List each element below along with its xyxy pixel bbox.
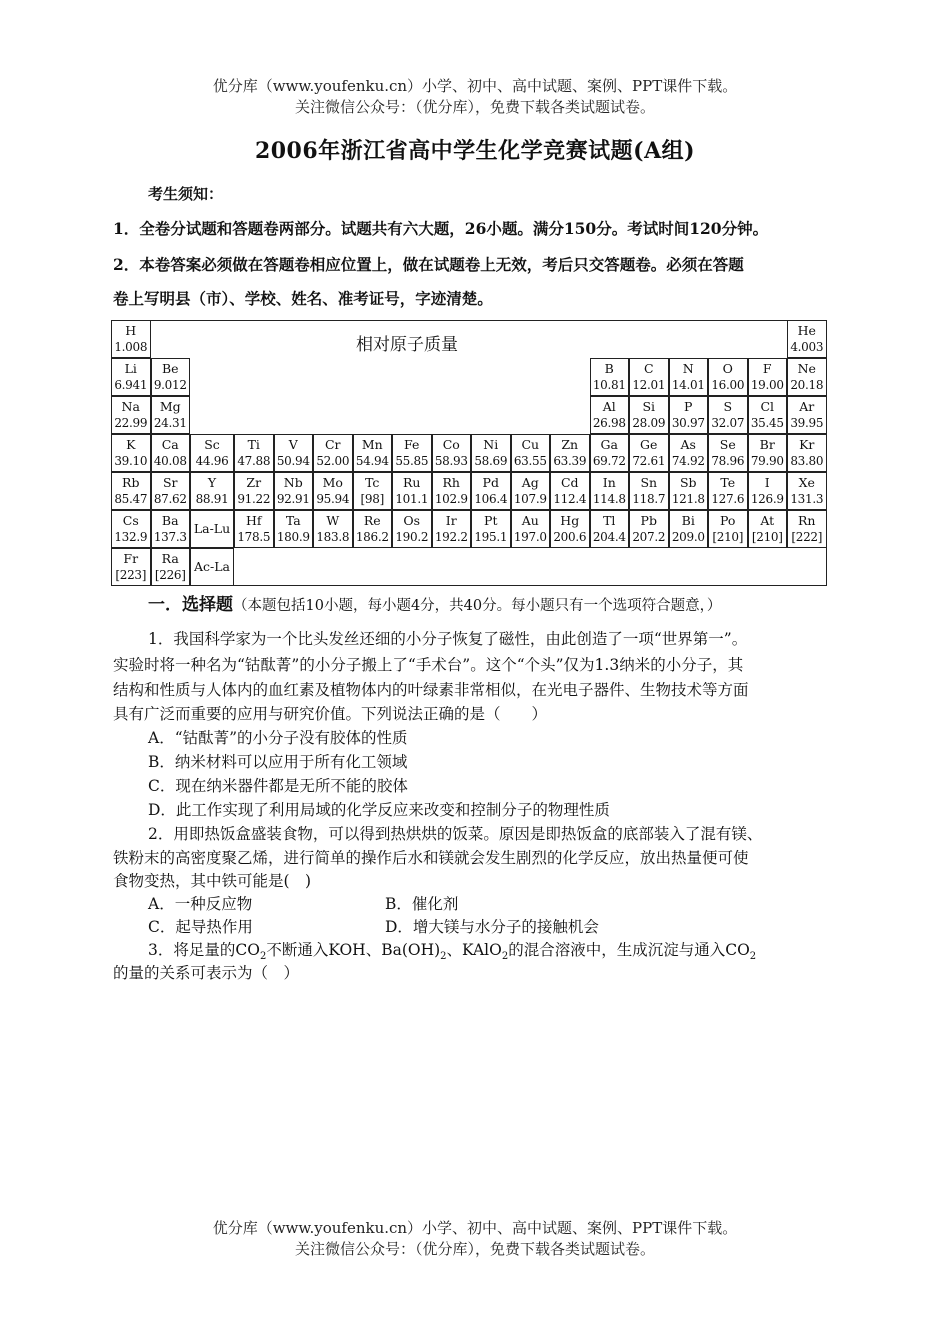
element-cell-bi <box>669 510 709 548</box>
element-mass: 72.61 <box>632 454 666 468</box>
element-cell-re <box>353 510 393 548</box>
element-mass: 126.9 <box>750 492 784 506</box>
element-cell-p <box>669 396 709 434</box>
element-mass: 39.10 <box>114 454 148 468</box>
element-symbol: F <box>762 361 772 376</box>
element-mass: 24.31 <box>153 416 187 430</box>
footer-line-2: 关注微信公众号：（优分库），免费下载各类试题试卷。 <box>294 1240 655 1258</box>
element-symbol: Bi <box>681 513 695 528</box>
element-symbol: Tl <box>603 513 616 528</box>
element-cell-cl <box>748 396 788 434</box>
element-mass: 63.55 <box>513 454 547 468</box>
element-cell-k <box>111 434 151 472</box>
element-symbol: Sb <box>679 475 697 490</box>
element-symbol: Zr <box>246 475 262 490</box>
element-symbol: Ru <box>403 475 421 490</box>
element-symbol: Mo <box>322 475 343 490</box>
element-symbol: Ni <box>483 437 499 452</box>
element-mass: 22.99 <box>114 416 148 430</box>
q1-option-b: B．纳米材料可以应用于所有化工领域 <box>148 753 408 771</box>
q2-option-d: D．增大镁与水分子的接触机会 <box>385 918 599 936</box>
element-cell-i <box>748 472 788 510</box>
q2-option-b: B．催化剂 <box>385 895 459 913</box>
notice-heading: 考生须知： <box>148 185 224 203</box>
periodic-table-title: 相对原子质量 <box>356 335 458 355</box>
element-mass: 63.39 <box>553 454 587 468</box>
element-symbol: Be <box>161 361 179 376</box>
element-mass: 101.1 <box>395 492 429 506</box>
q3-text-d: 的混合溶液中，生成沉淀与通入CO <box>508 941 750 959</box>
periodic-table <box>111 320 827 586</box>
element-symbol: Ne <box>797 361 816 376</box>
element-cell-rh <box>432 472 472 510</box>
actinide-cell: Ac-La <box>190 548 234 586</box>
element-symbol: K <box>126 437 136 452</box>
element-cell-ti <box>234 434 274 472</box>
element-cell-c <box>629 358 669 396</box>
element-symbol: Sr <box>162 475 178 490</box>
q3-sub-3: 2 <box>501 951 509 963</box>
element-cell-f <box>748 358 788 396</box>
element-cell-fe <box>392 434 432 472</box>
element-mass: 186.2 <box>355 530 389 544</box>
element-cell-kr <box>787 434 827 472</box>
element-cell-zn <box>550 434 590 472</box>
element-symbol: Br <box>759 437 775 452</box>
q3-text-a: 3．将足量的CO <box>148 941 260 959</box>
element-symbol: Ta <box>285 513 301 528</box>
element-symbol: In <box>602 475 616 490</box>
q1-line-4: 具有广泛而重要的应用与研究价值。下列说法正确的是（ ） <box>113 705 548 723</box>
element-symbol: Pb <box>640 513 657 528</box>
element-mass: [210] <box>712 530 744 544</box>
element-cell-tl <box>590 510 630 548</box>
element-symbol: As <box>680 437 696 452</box>
element-mass: 4.003 <box>790 340 824 354</box>
element-cell-o <box>708 358 748 396</box>
element-symbol: Rh <box>442 475 460 490</box>
q1-option-d: D．此工作实现了利用局域的化学反应来改变和控制分子的物理性质 <box>148 801 610 819</box>
element-symbol: Na <box>121 399 140 414</box>
element-cell-sr <box>151 472 191 510</box>
element-symbol: Ir <box>445 513 457 528</box>
element-cell-nb <box>274 472 314 510</box>
element-symbol: Mn <box>361 437 383 452</box>
element-mass: 19.00 <box>750 378 784 392</box>
element-symbol: Ge <box>640 437 658 452</box>
element-symbol: Cs <box>122 513 139 528</box>
element-mass: 40.08 <box>153 454 187 468</box>
element-cell-mo <box>313 472 353 510</box>
element-cell-al <box>590 396 630 434</box>
element-symbol: B <box>604 361 614 376</box>
element-symbol: Y <box>207 475 217 490</box>
element-symbol: Ti <box>247 437 260 452</box>
element-cell-he <box>787 320 827 358</box>
element-cell-at <box>748 510 788 548</box>
element-mass: 204.4 <box>592 530 626 544</box>
element-symbol: Fe <box>404 437 420 452</box>
element-cell-n <box>669 358 709 396</box>
footer-line-1: 优分库（www.youfenku.cn）小学、初中、高中试题、案例、PPT课件下载。 <box>212 1219 738 1237</box>
element-cell-ca <box>151 434 191 472</box>
element-cell-co <box>432 434 472 472</box>
element-cell-ra <box>151 548 191 586</box>
section-1-description: （本题包括10小题，每小题4分，共40分。每小题只有一个选项符合题意，） <box>233 598 722 614</box>
element-mass: 44.96 <box>195 454 229 468</box>
element-symbol: Si <box>642 399 656 414</box>
element-cell-hg <box>550 510 590 548</box>
q3-line-1 <box>148 939 756 961</box>
element-symbol: At <box>760 513 775 528</box>
element-symbol: Se <box>719 437 736 452</box>
element-mass: 55.85 <box>395 454 429 468</box>
element-mass: [222] <box>791 530 823 544</box>
element-cell-ne <box>787 358 827 396</box>
element-cell-rb <box>111 472 151 510</box>
element-cell-y <box>190 472 234 510</box>
element-cell-ru <box>392 472 432 510</box>
element-mass: 183.8 <box>316 530 350 544</box>
element-cell-s <box>708 396 748 434</box>
element-mass: 180.9 <box>276 530 310 544</box>
element-mass: 87.62 <box>153 492 187 506</box>
element-symbol: Li <box>124 361 137 376</box>
element-symbol: C <box>643 361 654 376</box>
element-symbol: Rn <box>798 513 816 528</box>
element-mass: 207.2 <box>632 530 666 544</box>
element-cell-zr <box>234 472 274 510</box>
element-symbol: Ga <box>600 437 618 452</box>
element-mass: 195.1 <box>474 530 508 544</box>
q1-line-3: 结构和性质与人体内的血红素及植物体内的叶绿素非常相似，在光电子器件、生物技术等方面 <box>113 681 749 699</box>
element-symbol: Pd <box>482 475 499 490</box>
element-mass: 26.98 <box>592 416 626 430</box>
element-mass: 197.0 <box>513 530 547 544</box>
q1-option-c: C．现在纳米器件都是无所不能的胶体 <box>148 777 408 795</box>
q2-line-1: 2．用即热饭盒盛装食物，可以得到热烘烘的饭菜。原因是即热饭盒的底部装入了混有镁、 <box>148 825 763 843</box>
element-cell-br <box>748 434 788 472</box>
element-cell-in <box>590 472 630 510</box>
element-cell-li <box>111 358 151 396</box>
element-mass: 114.8 <box>592 492 626 506</box>
element-symbol: O <box>722 361 733 376</box>
element-cell-te <box>708 472 748 510</box>
element-cell-ni <box>471 434 511 472</box>
element-symbol: S <box>723 399 733 414</box>
element-symbol: Ag <box>521 475 539 490</box>
element-mass: 106.4 <box>474 492 508 506</box>
element-symbol: Hg <box>560 513 580 528</box>
q3-sub-1: 2 <box>259 951 267 963</box>
element-symbol: W <box>326 513 340 528</box>
element-mass: 74.92 <box>671 454 705 468</box>
element-symbol: Po <box>720 513 736 528</box>
q1-line-2: 实验时将一种名为“钴酞菁”的小分子搬上了“手术台”。这个“个头”仅为1.3纳米的小分子，其 <box>113 656 744 674</box>
element-cell-ir <box>432 510 472 548</box>
section-1-title: 一．选择题 <box>148 595 233 615</box>
element-mass: 88.91 <box>195 492 229 506</box>
element-mass: 47.88 <box>237 454 271 468</box>
element-cell-hf <box>234 510 274 548</box>
element-mass: 209.0 <box>671 530 705 544</box>
element-symbol: Te <box>720 475 736 490</box>
element-mass: 54.94 <box>355 454 389 468</box>
element-symbol: Cl <box>760 399 775 414</box>
element-mass: 121.8 <box>671 492 705 506</box>
element-cell-pb <box>629 510 669 548</box>
element-mass: 16.00 <box>711 378 745 392</box>
element-symbol: Co <box>442 437 460 452</box>
element-mass: 192.2 <box>434 530 468 544</box>
element-mass: 112.4 <box>553 492 587 506</box>
element-mass: 95.94 <box>316 492 350 506</box>
element-cell-as <box>669 434 709 472</box>
element-mass: 91.22 <box>237 492 271 506</box>
element-cell-tc <box>353 472 393 510</box>
element-mass: 118.7 <box>632 492 666 506</box>
element-cell-ta <box>274 510 314 548</box>
element-symbol: Re <box>363 513 381 528</box>
q3-line-2: 的量的关系可表示为（ ） <box>113 964 300 982</box>
element-cell-v <box>274 434 314 472</box>
element-mass: 32.07 <box>711 416 745 430</box>
q2-option-c: C．起导热作用 <box>148 918 253 936</box>
element-mass: [223] <box>115 568 147 582</box>
element-cell-sb <box>669 472 709 510</box>
element-mass: 12.01 <box>632 378 666 392</box>
element-mass: 78.96 <box>711 454 745 468</box>
q2-line-3: 食物变热，其中铁可能是( ) <box>113 872 312 890</box>
q1-line-1: 1．我国科学家为一个比头发丝还细的小分子恢复了磁性，由此创造了一项“世界第一”。 <box>148 630 748 648</box>
element-cell-rn <box>787 510 827 548</box>
element-cell-w <box>313 510 353 548</box>
element-mass: 39.95 <box>790 416 824 430</box>
element-cell-au <box>511 510 551 548</box>
element-cell-fr <box>111 548 151 586</box>
element-mass: 79.90 <box>750 454 784 468</box>
element-cell-ga <box>590 434 630 472</box>
element-mass: 14.01 <box>671 378 705 392</box>
element-cell-xe <box>787 472 827 510</box>
notice-item-2a: 2．本卷答案必须做在答题卷相应位置上，做在试题卷上无效，考后只交答题卷。必须在答题 <box>113 255 744 274</box>
element-cell-ba <box>151 510 191 548</box>
element-symbol: Mg <box>159 399 181 414</box>
element-symbol: Pt <box>484 513 498 528</box>
element-symbol: H <box>125 323 137 338</box>
element-mass: 200.6 <box>553 530 587 544</box>
element-mass: 85.47 <box>114 492 148 506</box>
element-symbol: Ca <box>161 437 179 452</box>
element-cell-sc <box>190 434 234 472</box>
element-cell-be <box>151 358 191 396</box>
element-cell-pd <box>471 472 511 510</box>
element-mass: 30.97 <box>671 416 705 430</box>
header-line-1: 优分库（www.youfenku.cn）小学、初中、高中试题、案例、PPT课件下载。 <box>212 77 738 95</box>
element-cell-po <box>708 510 748 548</box>
q3-text-c: 、KAlO <box>446 941 502 959</box>
element-symbol: Hf <box>245 513 262 528</box>
notice-item-1: 1．全卷分试题和答题卷两部分。试题共有六大题，26小题。满分150分。考试时间120分钟。 <box>113 219 769 238</box>
element-cell-cs <box>111 510 151 548</box>
element-mass: 83.80 <box>790 454 824 468</box>
element-mass: 28.09 <box>632 416 666 430</box>
element-symbol: Au <box>521 513 539 528</box>
q2-line-2: 铁粉末的高密度聚乙烯，进行简单的操作后水和镁就会发生剧烈的化学反应，放出热量便可使 <box>113 849 749 867</box>
element-symbol: Ar <box>799 399 815 414</box>
element-symbol: Cu <box>521 437 540 452</box>
element-symbol: Sc <box>204 437 220 452</box>
q3-sub-2: 2 <box>440 951 447 963</box>
element-symbol: Os <box>403 513 421 528</box>
notice-item-2b: 卷上写明县（市）、学校、姓名、准考证号，字迹清楚。 <box>113 289 493 308</box>
element-mass: 58.69 <box>474 454 508 468</box>
q1-option-a: A．“钴酞菁”的小分子没有胶体的性质 <box>148 729 408 747</box>
q3-sub-4: 2 <box>749 951 757 963</box>
q3-text-b: 不断通入KOH、Ba(OH) <box>266 941 441 959</box>
element-cell-ar <box>787 396 827 434</box>
element-symbol: Zn <box>561 437 579 452</box>
element-cell-mg <box>151 396 191 434</box>
element-mass: 102.9 <box>434 492 468 506</box>
element-symbol: Fr <box>123 551 139 566</box>
element-mass: 127.6 <box>711 492 745 506</box>
element-mass: 137.3 <box>153 530 187 544</box>
element-mass: 6.941 <box>114 378 148 392</box>
element-mass: 35.45 <box>750 416 784 430</box>
element-cell-cd <box>550 472 590 510</box>
element-cell-cu <box>511 434 551 472</box>
element-symbol: Rb <box>122 475 140 490</box>
element-mass: 107.9 <box>513 492 547 506</box>
element-symbol: He <box>797 323 816 338</box>
element-cell-sn <box>629 472 669 510</box>
element-mass: 20.18 <box>790 378 824 392</box>
element-cell-na <box>111 396 151 434</box>
page-title: 2006年浙江省高中学生化学竞赛试题(A组) <box>254 138 696 164</box>
element-symbol: Cr <box>324 437 341 452</box>
element-mass: 1.008 <box>114 340 148 354</box>
element-symbol: I <box>764 475 770 490</box>
element-symbol: Cd <box>560 475 579 490</box>
element-cell-se <box>708 434 748 472</box>
element-mass: 132.9 <box>114 530 148 544</box>
element-cell-ge <box>629 434 669 472</box>
element-mass: 92.91 <box>276 492 310 506</box>
element-cell-os <box>392 510 432 548</box>
element-symbol: Kr <box>799 437 815 452</box>
element-cell-mn <box>353 434 393 472</box>
element-mass: 9.012 <box>153 378 187 392</box>
element-symbol: Al <box>602 399 616 414</box>
element-symbol: Nb <box>283 475 303 490</box>
element-mass: 190.2 <box>395 530 429 544</box>
element-cell-si <box>629 396 669 434</box>
element-symbol: Ra <box>161 551 179 566</box>
element-symbol: P <box>684 399 693 414</box>
lanthanide-cell: La-Lu <box>190 510 234 548</box>
element-mass: 178.5 <box>237 530 271 544</box>
header-line-2: 关注微信公众号：（优分库），免费下载各类试题试卷。 <box>294 98 655 116</box>
element-symbol: Xe <box>798 475 815 490</box>
element-mass: [226] <box>154 568 186 582</box>
element-symbol: V <box>288 437 298 452</box>
element-mass: 10.81 <box>592 378 626 392</box>
element-mass: [98] <box>360 492 384 506</box>
element-mass: 52.00 <box>316 454 350 468</box>
element-cell-pt <box>471 510 511 548</box>
element-cell-h <box>111 320 151 358</box>
element-symbol: N <box>682 361 694 376</box>
element-symbol: Tc <box>365 475 380 490</box>
element-mass: 58.93 <box>434 454 468 468</box>
element-symbol: Sn <box>640 475 658 490</box>
element-symbol: Ba <box>161 513 179 528</box>
element-cell-ag <box>511 472 551 510</box>
section-1-heading <box>148 594 721 617</box>
element-cell-cr <box>313 434 353 472</box>
element-mass: 69.72 <box>592 454 626 468</box>
element-cell-b <box>590 358 630 396</box>
element-mass: [210] <box>751 530 783 544</box>
q2-option-a: A．一种反应物 <box>148 895 253 913</box>
element-mass: 50.94 <box>276 454 310 468</box>
element-mass: 131.3 <box>790 492 824 506</box>
